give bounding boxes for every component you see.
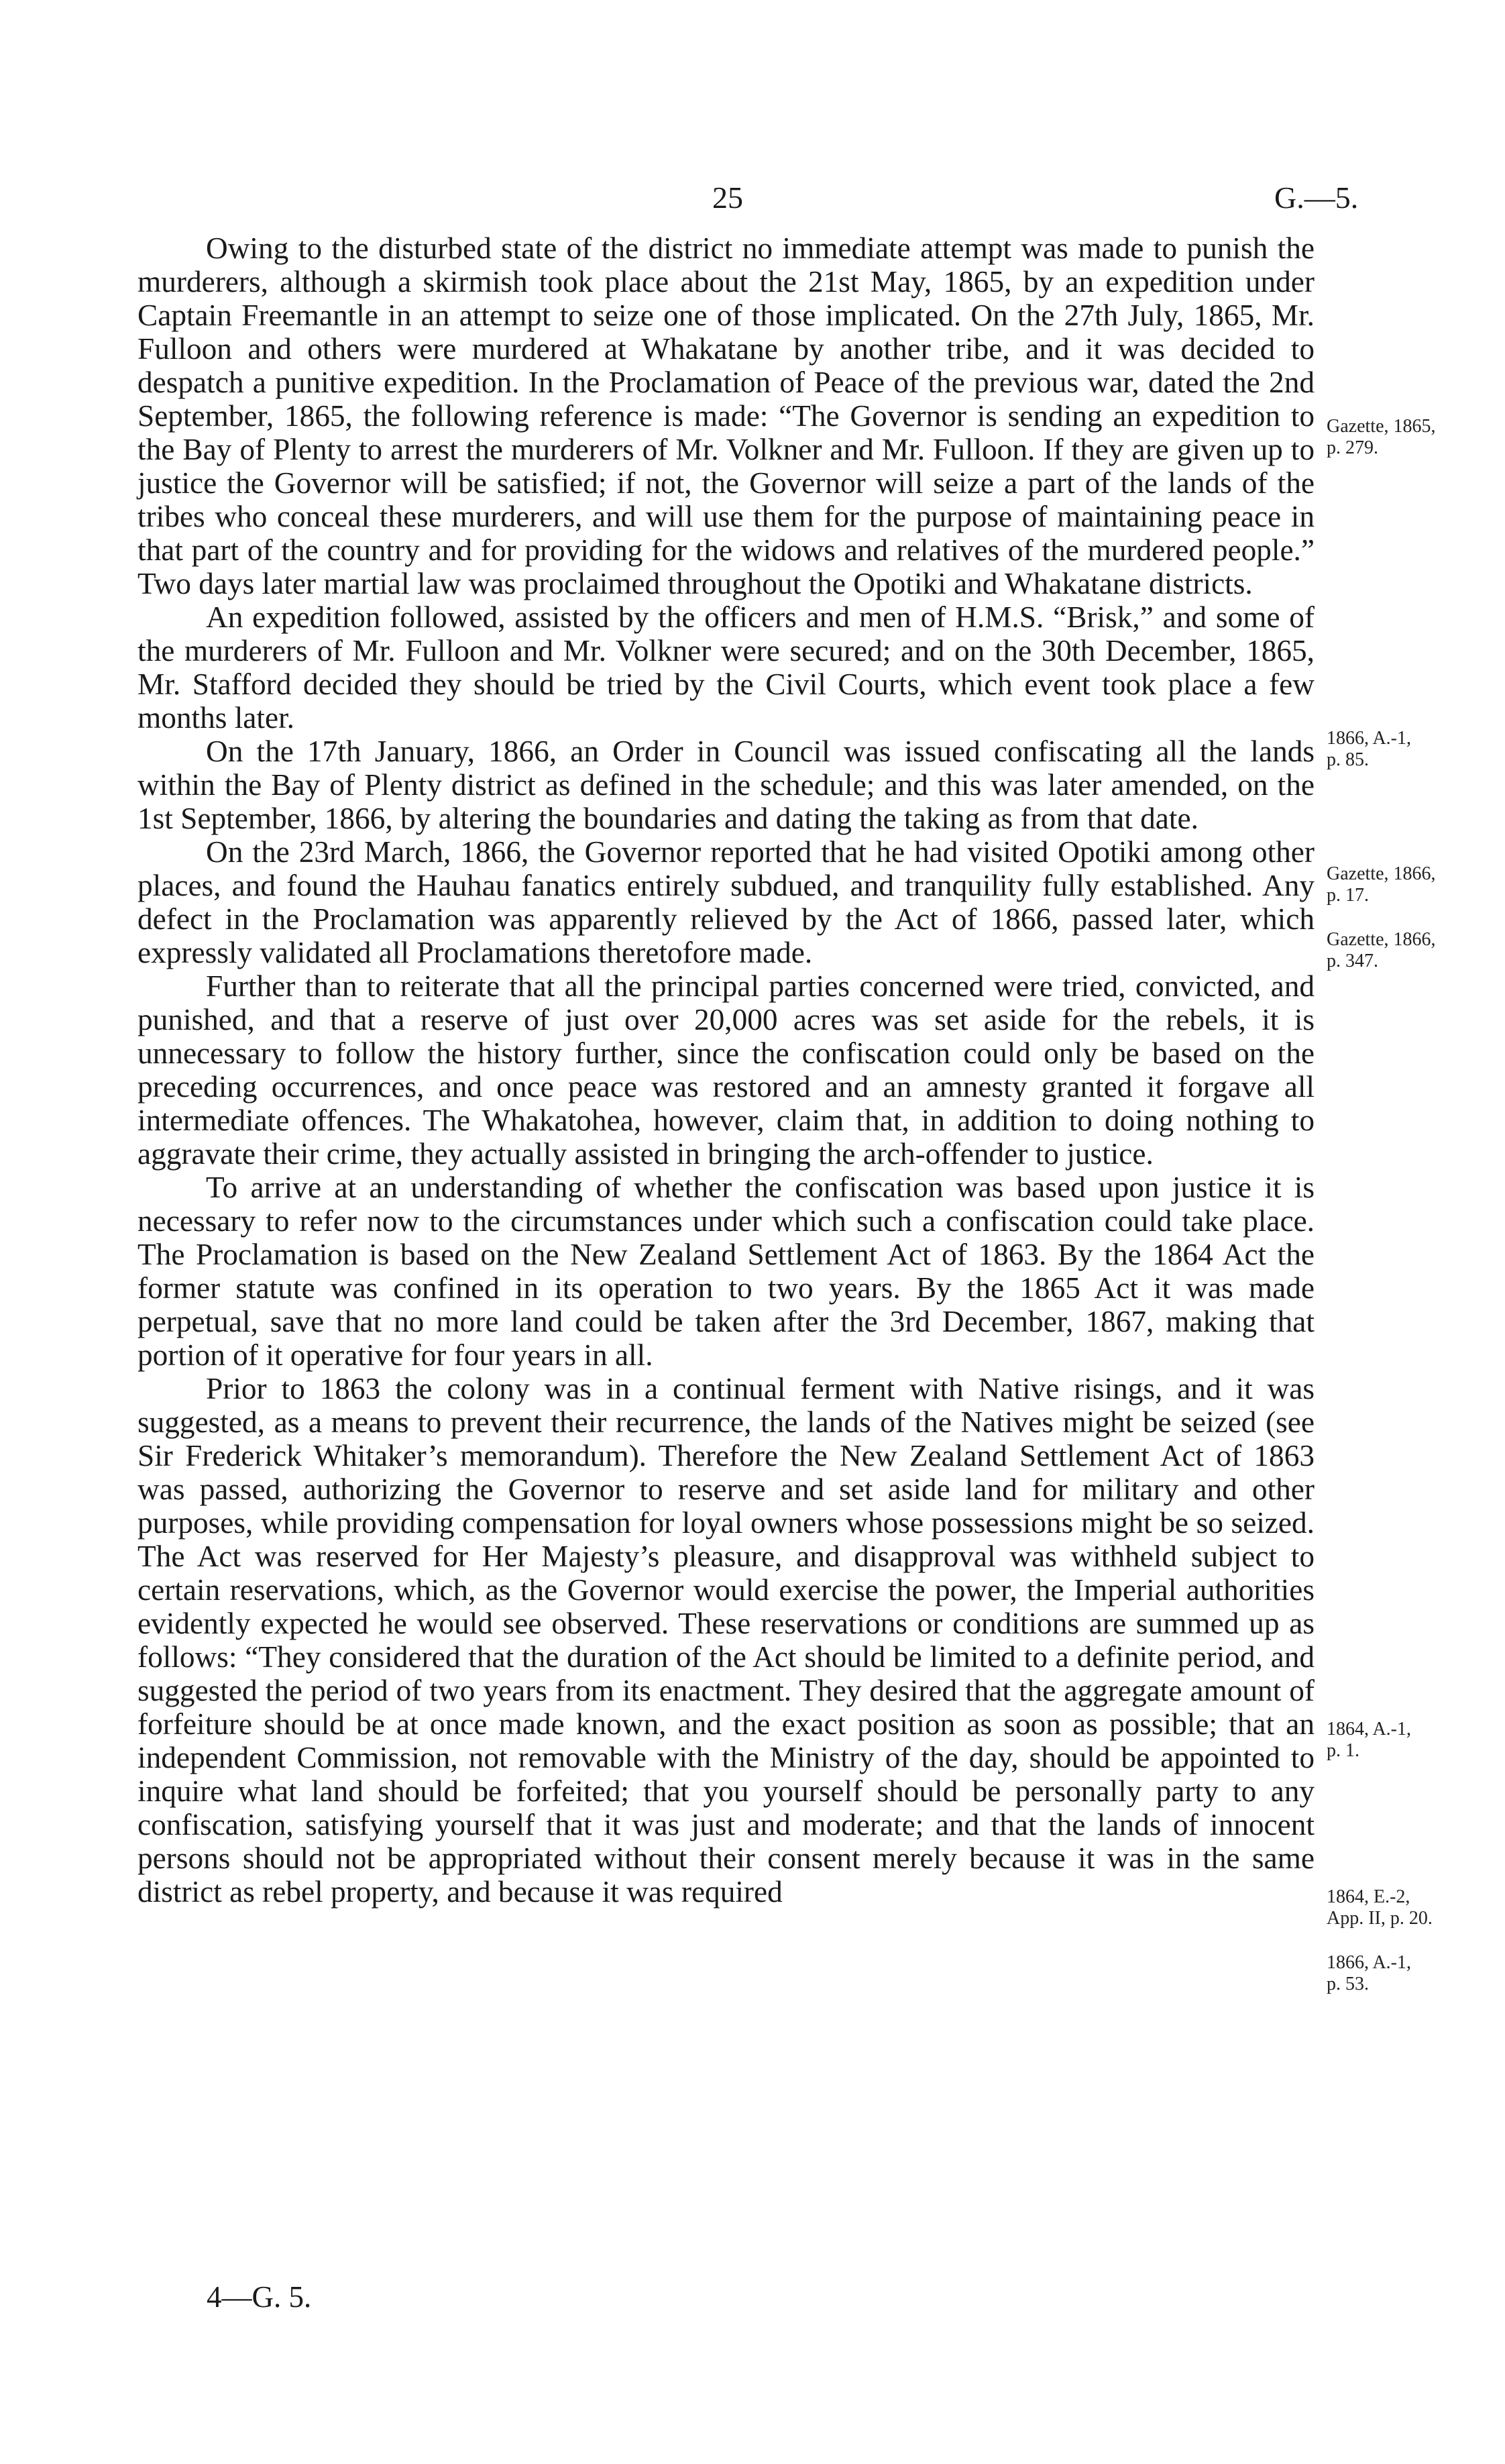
signature-mark: 4—G. 5. [207,2280,312,2314]
paragraph: On the 17th January, 1866, an Order in Council was issued confiscating all the lands within the Bay of Plenty district as defined in the schedule; and this was later amended, on the 1st September, 1866, by altering the boundaries and dating the taking as from that date. [137,735,1315,835]
paragraph: On the 23rd March, 1866, the Governor reported that he had visited Opotiki among other places, and found the Hauhau fanatics entirely subdued, and tranquility fully established. Any defect in the Proclamation was apparently relieved by the Act of 1866, passed later, which expressly validated all Proclamations theretofore made. [137,835,1315,969]
paragraph: Further than to reiterate that all the principal parties concerned were tried, convicted, and punished, and that a reserve of just over 20,000 acres was set aside for the rebels, it is unnecessary to follow the history further, since the confiscation could only be based on the preceding occurrences, and once peace was restored and an amnesty granted it forgave all intermediate offences. The Whakatohea, however, claim that, in addition to doing nothing to aggravate their crime, they actually assisted in bringing the arch-offender to justice. [137,969,1315,1171]
sidenote-1866-a1-p85: 1866, A.-1, p. 85. [1327,728,1411,770]
document-code: G.—5. [1274,180,1359,215]
paragraph: Prior to 1863 the colony was in a continual ferment with Native risings, and it was suggested, as a means to prevent their recurrence, the lands of the Natives might be seized (see Sir Frederick Whitaker’s memorandum). Therefore the New Zealand Settlement Act of 1863 was passed, authorizing the Governor to reserve and set aside land for military and other purposes, while providing compensation for loyal owners whose possessions might be so seized. The Act was reserved for Her Majesty’s pleasure, and disapproval was withheld subject to certain reservations, which, as the Governor would exercise the power, the Imperial authorities evidently expected he would see observed. These reservations or conditions are summed up as follows: “They considered that the duration of the Act should be limited to a definite period, and suggested the period of two years from its enactment. They desired that the aggregate amount of forfeiture should be at once made known, and the exact position as soon as possible; that an independent Commission, not removable with the Ministry of the day, should be appointed to inquire what land should be forfeited; that you yourself should be personally party to any confiscation, satisfying yourself that it was just and moderate; and that the lands of innocent persons should not be appropriated without their consent merely because it was in the same district as rebel property, and because it was required [137,1372,1315,1909]
sidenote-1864-e2: 1864, E.-2, App. II, p. 20. [1327,1886,1433,1929]
sidenote-1864-a1: 1864, A.-1, p. 1. [1327,1719,1411,1761]
body-text [137,231,1315,1909]
paragraph: To arrive at an understanding of whether the confiscation was based upon justice it is necessary to refer now to the circumstances under which such a confiscation could take place. The Proclamation is based on the New Zealand Settlement Act of 1863. By the 1864 Act the former statute was confined in its operation to two years. By the 1865 Act it was made perpetual, save that no more land could be taken after the 3rd December, 1867, making that portion of it operative for four years in all. [137,1171,1315,1372]
page-number: 25 [712,180,743,215]
sidenote-gazette-1865: Gazette, 1865, p. 279. [1327,416,1436,458]
paragraph: Owing to the disturbed state of the district no immediate attempt was made to punish the murderers, although a skirmish took place about the 21st May, 1865, by an expedition under Captain Freemantle in an attempt to seize one of those implicated. On the 27th July, 1865, Mr. Fulloon and others were murdered at Whakatane by another tribe, and it was decided to despatch a punitive expedition. In the Proclamation of Peace of the previous war, dated the 2nd September, 1865, the following reference is made: “The Governor is sending an expedition to the Bay of Plenty to arrest the murderers of Mr. Volkner and Mr. Fulloon. If they are given up to justice the Governor will be satisfied; if not, the Governor will seize a part of the lands of the tribes who conceal these murderers, and will use them for the purpose of maintaining peace in that part of the country and for providing for the widows and relatives of the murdered people.” Two days later martial law was proclaimed throughout the Opotiki and Whakatane districts. [137,231,1315,600]
sidenote-1866-a1-p53: 1866, A.-1, p. 53. [1327,1952,1411,1994]
sidenote-gazette-1866-p347: Gazette, 1866, p. 347. [1327,929,1436,971]
paragraph: An expedition followed, assisted by the officers and men of H.M.S. “Brisk,” and some of the murderers of Mr. Fulloon and Mr. Volkner were secured; and on the 30th December, 1865, Mr. Stafford decided they should be tried by the Civil Courts, which event took place a few months later. [137,600,1315,735]
sidenote-gazette-1866-p17: Gazette, 1866, p. 17. [1327,863,1436,906]
page-header [0,180,1505,220]
